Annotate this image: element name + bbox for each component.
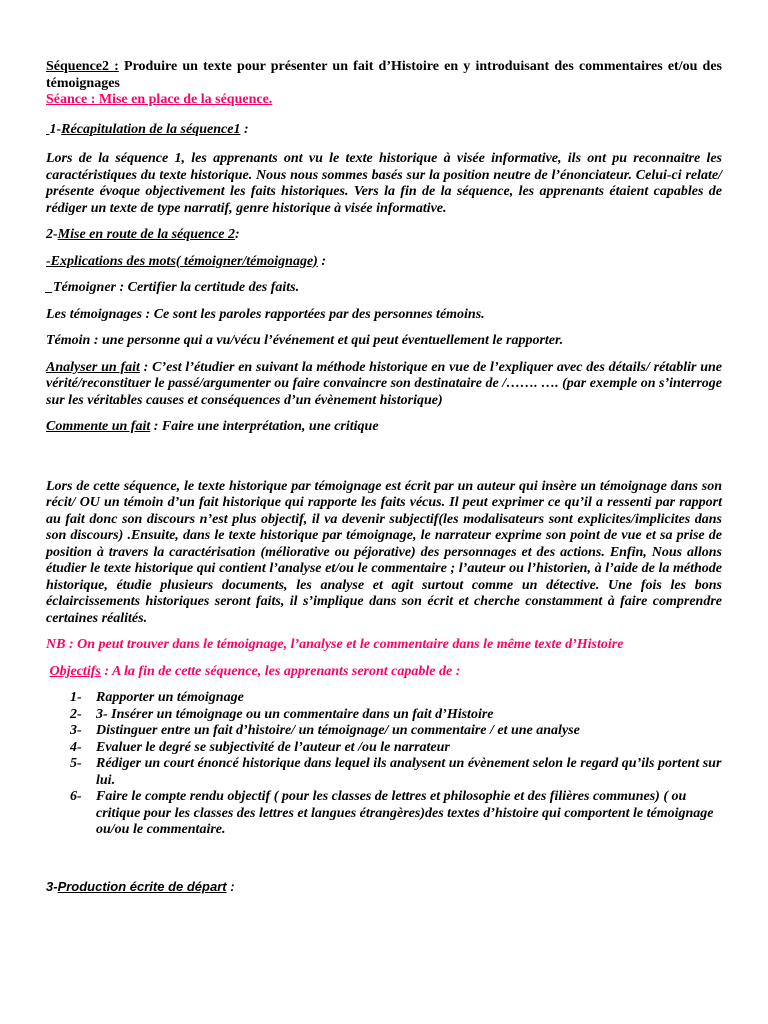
section1-num: 1-	[49, 121, 62, 137]
seance-heading: Séance : Mise en place de la séquence.	[46, 92, 273, 107]
section1-title: Récapitulation de la séquence1	[61, 121, 241, 137]
sequence-paragraph: Lors de cette séquence, le texte historique par témoignage est écrit par un auteur qui insère un témoignage dans son récit/ OU un témoin d’un fait historique qui rapporte les faits vécus. Il peut exprimer ce qu’il a ressenti par rapport au fait donc son discours n’est plus objectif, il va devenir subjectif(les modalisateurs sont explicites/implicites dans son discours) .Ensuite, dans le texte historique par témoignage, le narrateur exprime son point de vue et sa prise de position à travers la caractérisation (méliorative ou péjorative) des personnages et des actions. Enfin, Nous allons étudier le texte historique qui contient l’analyse et/ou le commentaire ; l’auteur ou l’historien, à l’aide de la méthode historique, étudie plusieurs documents, les analyse et agit surtout comme un détective. Une fois les bons éclaircissements historiques seront faits, il s’implique dans son écrit et cherche constamment à faire comprendre certaines réalités.	[46, 478, 722, 626]
section1-heading: 1-Récapitulation de la séquence1 :	[49, 121, 249, 137]
definition-commenter: Commente un fait : Faire une interprétation, une critique	[46, 419, 379, 434]
definition-temoigner: _Témoigner : Certifier la certitude des faits.	[46, 280, 300, 295]
sequence-title: Produire un texte pour présenter un fait d’Histoire en y introduisant des commentaires et/ou des témoignages	[46, 59, 723, 91]
objectifs-heading: Objectifs : A la fin de cette séquence, les apprenants seront capable de :	[49, 663, 461, 679]
section3-heading: 3-Production écrite de départ :	[46, 878, 235, 894]
sequence-label: Séquence2 :	[46, 59, 119, 74]
definition-temoin: Témoin : une personne qui a vu/vécu l’événement et qui peut éventuellement le rapporter.	[46, 333, 564, 348]
list-item: 4- Evaluer le degré se subjectivité de l’auteur et /ou le narrateur	[70, 739, 450, 755]
list-item: 6- Faire le compte rendu objectif ( pour les classes de lettres et philosophie et des filières communes) ( ou critique pour les classes des lettres et langues étrangères)des textes d’histoire qui comportent le témoignage ou/ou le commentaire.	[70, 789, 714, 837]
definition-analyser: Analyser un fait : C’est l’étudier en suivant la méthode historique en vue de l’expliquer avec des détails/ rétablir une vérité/reconstituer le passé/argumenter ou faire convaincre son destinataire de /……. …. (par exemple on s’interroge sur les véritables causes et conséquences d’un évènement historique)	[46, 359, 722, 408]
explanations-heading: -Explications des mots( témoigner/témoignage) :	[46, 253, 326, 269]
objectifs-list	[46, 690, 722, 839]
section1-body: Lors de la séquence 1, les apprenants ont vu le texte historique à visée informative, ils ont pu reconnaitre les caractéristiques du texte historique. Nous nous sommes basés sur la position neutre de l’énonciateur. Celui-ci relate/ présente évoque objectivement les faits historiques. Vers la fin de la séquence, les apprenants étaient capables de rédiger un texte de type narratif, genre historique à visée informative.	[46, 151, 722, 216]
list-item: 1- Rapporter un témoignage	[70, 690, 244, 705]
sequence-heading	[46, 59, 722, 92]
section2-heading: 2-Mise en route de la séquence 2:	[46, 227, 240, 242]
section2-title: Mise en route de la séquence 2	[57, 227, 235, 242]
list-item: 2- 3- Insérer un témoignage ou un commentaire dans un fait d’Histoire	[70, 706, 494, 722]
list-item: 5- Rédiger un court énoncé historique dans lequel ils analysent un évènement selon le regard qu’ils portent sur lui.	[70, 756, 722, 788]
nb-note: NB : On peut trouver dans le témoignage, l’analyse et le commentaire dans le même texte d’Histoire	[46, 637, 624, 652]
document-page	[46, 59, 722, 895]
section3-title: Production écrite de départ	[57, 878, 227, 894]
list-item: 3- Distinguer entre un fait d’histoire/ un témoignage/ un commentaire / et une analyse	[70, 723, 580, 738]
definition-temoignages: Les témoignages : Ce sont les paroles rapportées par des personnes témoins.	[46, 306, 485, 322]
